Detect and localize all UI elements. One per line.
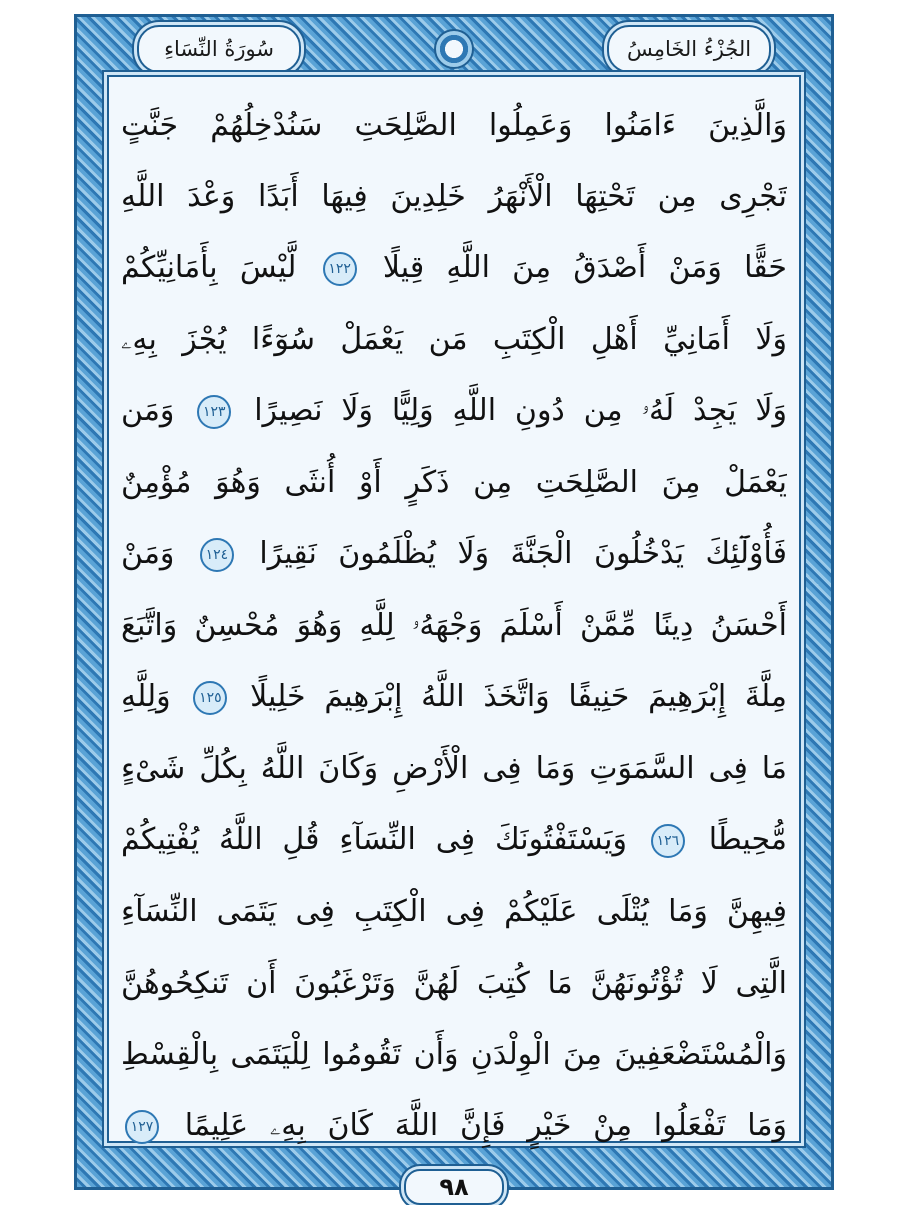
verse-text: وَالْمُسْتَضْعَفِينَ مِنَ الْوِلْدَنِ وَأَن تَقُومُوا لِلْيَتَمَى بِالْقِسْطِ (121, 1037, 787, 1072)
page-number-text: ٩٨ (439, 1173, 469, 1201)
ayah-number-marker: ١٢٦ (651, 824, 685, 858)
verse-line (121, 520, 787, 588)
ayah-number-marker: ١٢٤ (200, 538, 234, 572)
verse-line (121, 377, 787, 445)
verse-text: وَمَا تَفْعَلُوا مِنْ خَيْرٍ فَإِنَّ اللَّهَ كَانَ بِهِۦ عَلِيمًا (184, 1108, 787, 1144)
verse-text: مِلَّةَ إِبْرَهِيمَ حَنِيفًا وَاتَّخَذَ اللَّهُ إِبْرَهِيمَ خَلِيلًا (250, 679, 787, 715)
verse-text: يَعْمَلْ مِنَ الصَّلِحَتِ مِن ذَكَرٍ أَوْ أُنثَى وَهُوَ مُؤْمِنٌ (121, 465, 787, 500)
verse-text-continued: وَمَن (121, 393, 175, 429)
verse-line (121, 592, 787, 660)
verse-line (121, 306, 787, 374)
verse-line-text (121, 179, 787, 214)
verse-line-text (121, 894, 787, 929)
verse-line (121, 91, 787, 159)
verse-text-continued: وَلِلَّهِ (121, 679, 171, 715)
verse-line-text (121, 966, 787, 1001)
verse-text: حَقًّا وَمَنْ أَصْدَقُ مِنَ اللَّهِ قِيلًا (382, 250, 787, 286)
verse-text: الَّتِى لَا تُؤْتُونَهُنَّ مَا كُتِبَ لَهُنَّ وَتَرْغَبُونَ أَن تَنكِحُوهُنَّ (121, 965, 787, 1001)
header-rosette-icon (434, 29, 474, 69)
verse-line (121, 1092, 787, 1160)
surah-label-text: سُورَةُ النِّسَاءِ (164, 37, 274, 61)
verse-text: وَلَا أَمَانِيِّ أَهْلِ الْكِتَبِ مَن يَعْمَلْ سُوٓءًا يُجْزَ بِهِۦ (121, 322, 787, 357)
verse-text-continued: لَّيْسَ بِأَمَانِيِّكُمْ (121, 250, 297, 286)
verse-text: وَلَا يَجِدْ لَهُۥ مِن دُونِ اللَّهِ وَلِيًّا وَلَا نَصِيرًا (254, 393, 787, 429)
verse-line-text (121, 393, 787, 429)
verse-line (121, 878, 787, 946)
verse-text: فَأُوْلَٓئِكَ يَدْخُلُونَ الْجَنَّةَ وَلَا يُظْلَمُونَ نَقِيرًا (259, 536, 787, 572)
verse-line (121, 663, 787, 731)
juz-label-text: الجُزْءُ الخَامِسُ (626, 37, 752, 61)
verse-line-text (121, 751, 787, 786)
verse-text-continued: وَمَنْ (121, 536, 175, 572)
verse-line-text (121, 108, 787, 143)
verse-text: أَحْسَنُ دِينًا مِّمَّنْ أَسْلَمَ وَجْهَهُۥ لِلَّهِ وَهُوَ مُحْسِنٌ وَاتَّبَعَ (121, 608, 787, 643)
page-text-area (109, 77, 799, 1144)
verse-line-text (121, 250, 787, 286)
verse-line-text (121, 465, 787, 500)
verse-line (121, 163, 787, 231)
verse-line-text (121, 1108, 787, 1144)
ayah-number-marker: ١٢٣ (197, 395, 231, 429)
verse-line-text (121, 608, 787, 643)
ayah-number-marker: ١٢٧ (125, 1110, 159, 1144)
verse-line-text (121, 1037, 787, 1072)
verse-line-text (121, 822, 787, 858)
decorative-frame (74, 14, 834, 1201)
verse-line-text (121, 679, 787, 715)
verse-line (121, 949, 787, 1017)
verse-line (121, 735, 787, 803)
ayah-number-marker: ١٢٢ (323, 252, 357, 286)
verse-text: وَالَّذِينَ ءَامَنُوا وَعَمِلُوا الصَّلِحَتِ سَنُدْخِلُهُمْ جَنَّتٍ (121, 107, 787, 143)
verse-line (121, 449, 787, 517)
verse-line-text (121, 322, 787, 357)
verse-text-continued: وَيَسْتَفْتُونَكَ فِى النِّسَآءِ قُلِ اللَّهُ يُفْتِيكُمْ (121, 822, 627, 858)
quran-lines (109, 77, 799, 1144)
surah-label (137, 25, 301, 73)
verse-text: تَجْرِى مِن تَحْتِهَا الْأَنْهَرُ خَلِدِينَ فِيهَا أَبَدًا وَعْدَ اللَّهِ (121, 179, 787, 214)
verse-text: مَا فِى السَّمَوَتِ وَمَا فِى الْأَرْضِ وَكَانَ اللَّهُ بِكُلِّ شَىْءٍ (121, 751, 787, 786)
verse-line (121, 1021, 787, 1089)
juz-label (607, 25, 771, 73)
verse-text: مُّحِيطًا (708, 822, 787, 858)
verse-text: فِيهِنَّ وَمَا يُتْلَى عَلَيْكُمْ فِى الْكِتَبِ فِى يَتَمَى النِّسَآءِ (121, 894, 787, 929)
verse-line-text (121, 536, 787, 572)
ayah-number-marker: ١٢٥ (193, 681, 227, 715)
verse-line (121, 234, 787, 302)
verse-line (121, 806, 787, 874)
